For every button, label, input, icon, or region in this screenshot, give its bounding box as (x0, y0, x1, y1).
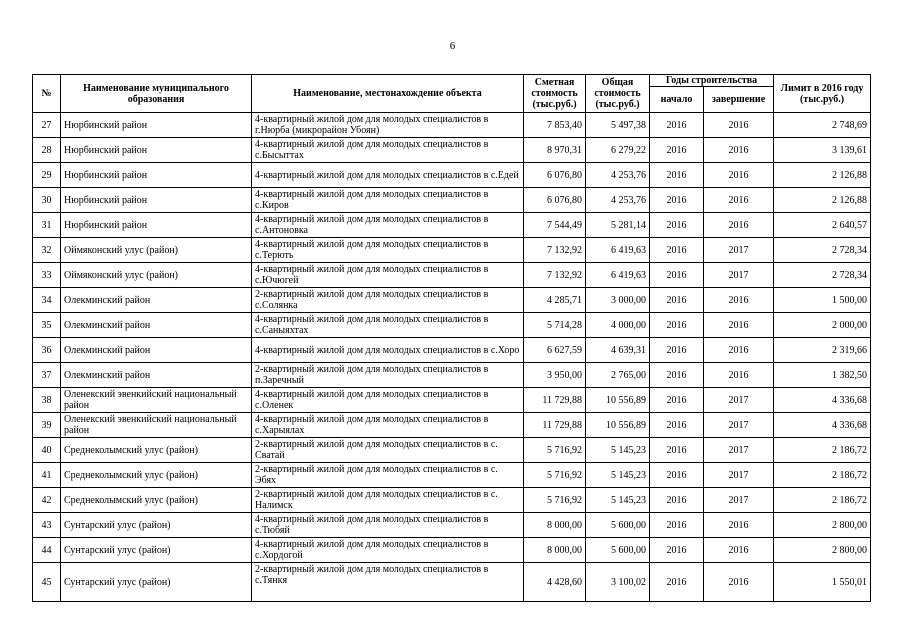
row-num: 29 (33, 163, 61, 188)
object-cell: 4-квартирный жилой дом для молодых специалистов в г.Нюрба (микрорайон Убоян) (252, 113, 524, 138)
start-year-cell: 2016 (650, 288, 704, 313)
header-limit: Лимит в 2016 году (тыс.руб.) (774, 75, 871, 113)
object-cell: 4-квартирный жилой дом для молодых специалистов в с.Ючюгей (252, 263, 524, 288)
object-cell: 4-квартирный жилой дом для молодых специалистов в с.Хоро (252, 338, 524, 363)
municipality-cell: Олекминский район (61, 338, 252, 363)
row-num: 27 (33, 113, 61, 138)
municipality-cell: Нюрбинский район (61, 113, 252, 138)
estimate-cell: 8 000,00 (524, 538, 586, 563)
start-year-cell: 2016 (650, 563, 704, 602)
end-year-cell: 2016 (704, 513, 774, 538)
start-year-cell: 2016 (650, 338, 704, 363)
total-cost-cell: 3 100,02 (586, 563, 650, 602)
municipality-cell: Нюрбинский район (61, 213, 252, 238)
total-cost-cell: 6 419,63 (586, 263, 650, 288)
start-year-cell: 2016 (650, 438, 704, 463)
limit-cell: 2 000,00 (774, 313, 871, 338)
start-year-cell: 2016 (650, 413, 704, 438)
total-cost-cell: 5 497,38 (586, 113, 650, 138)
table-row (33, 313, 871, 338)
table-row (33, 288, 871, 313)
header-total: Общая стоимость (тыс.руб.) (586, 75, 650, 113)
object-cell: 4-квартирный жилой дом для молодых специалистов в с.Едей (252, 163, 524, 188)
page-number: 6 (449, 40, 456, 52)
end-year-cell: 2017 (704, 438, 774, 463)
total-cost-cell: 5 145,23 (586, 463, 650, 488)
estimate-cell: 11 729,88 (524, 388, 586, 413)
end-year-cell: 2016 (704, 113, 774, 138)
limit-cell: 2 126,88 (774, 163, 871, 188)
table-row (33, 238, 871, 263)
start-year-cell: 2016 (650, 113, 704, 138)
object-cell: 4-квартирный жилой дом для молодых специалистов в с.Антоновка (252, 213, 524, 238)
row-num: 43 (33, 513, 61, 538)
table-row (33, 363, 871, 388)
end-year-cell: 2016 (704, 163, 774, 188)
end-year-cell: 2017 (704, 463, 774, 488)
limit-cell: 2 186,72 (774, 438, 871, 463)
start-year-cell: 2016 (650, 188, 704, 213)
end-year-cell: 2016 (704, 138, 774, 163)
estimate-cell: 7 853,40 (524, 113, 586, 138)
start-year-cell: 2016 (650, 363, 704, 388)
limit-cell: 2 728,34 (774, 238, 871, 263)
estimate-cell: 11 729,88 (524, 413, 586, 438)
end-year-cell: 2016 (704, 288, 774, 313)
object-cell: 2-квартирный жилой дом для молодых специалистов в с. Налимск (252, 488, 524, 513)
object-cell: 2-квартирный жилой дом для молодых специалистов в п.Заречный (252, 363, 524, 388)
estimate-cell: 5 716,92 (524, 488, 586, 513)
object-cell: 4-квартирный жилой дом для молодых специалистов в с.Харыялах (252, 413, 524, 438)
total-cost-cell: 5 600,00 (586, 513, 650, 538)
header-object: Наименование, местонахождение объекта (252, 75, 524, 113)
table-body (33, 113, 871, 602)
table-row (33, 488, 871, 513)
start-year-cell: 2016 (650, 213, 704, 238)
limit-cell: 1 382,50 (774, 363, 871, 388)
estimate-cell: 5 716,92 (524, 463, 586, 488)
end-year-cell: 2016 (704, 538, 774, 563)
end-year-cell: 2016 (704, 363, 774, 388)
start-year-cell: 2016 (650, 313, 704, 338)
object-cell: 4-квартирный жилой дом для молодых специалистов в с.Оленек (252, 388, 524, 413)
table-row (33, 513, 871, 538)
estimate-cell: 7 544,49 (524, 213, 586, 238)
estimate-cell: 4 428,60 (524, 563, 586, 602)
start-year-cell: 2016 (650, 263, 704, 288)
object-cell: 4-квартирный жилой дом для молодых специалистов в с.Киров (252, 188, 524, 213)
municipality-cell: Олекминский район (61, 288, 252, 313)
table-row (33, 263, 871, 288)
row-num: 44 (33, 538, 61, 563)
estimate-cell: 6 627,59 (524, 338, 586, 363)
header-end: завершение (704, 87, 774, 113)
limit-cell: 2 126,88 (774, 188, 871, 213)
object-cell: 4-квартирный жилой дом для молодых специалистов в с.Саныяхтах (252, 313, 524, 338)
row-num: 38 (33, 388, 61, 413)
limit-cell: 2 640,57 (774, 213, 871, 238)
start-year-cell: 2016 (650, 538, 704, 563)
end-year-cell: 2017 (704, 263, 774, 288)
row-num: 31 (33, 213, 61, 238)
row-num: 35 (33, 313, 61, 338)
municipality-cell: Сунтарский улус (район) (61, 563, 252, 602)
object-cell: 2-квартирный жилой дом для молодых специалистов в с. Сватай (252, 438, 524, 463)
estimate-cell: 3 950,00 (524, 363, 586, 388)
header-municipality: Наименование муниципального образования (61, 75, 252, 113)
total-cost-cell: 5 145,23 (586, 488, 650, 513)
limit-cell: 4 336,68 (774, 388, 871, 413)
total-cost-cell: 5 281,14 (586, 213, 650, 238)
start-year-cell: 2016 (650, 513, 704, 538)
table-row (33, 138, 871, 163)
municipality-cell: Оленекский эвенкийский национальный район (61, 413, 252, 438)
estimate-cell: 8 970,31 (524, 138, 586, 163)
start-year-cell: 2016 (650, 463, 704, 488)
limit-cell: 2 186,72 (774, 488, 871, 513)
table-row (33, 463, 871, 488)
limit-cell: 2 728,34 (774, 263, 871, 288)
row-num: 33 (33, 263, 61, 288)
row-num: 37 (33, 363, 61, 388)
table-row (33, 538, 871, 563)
limit-cell: 2 800,00 (774, 513, 871, 538)
limit-cell: 2 800,00 (774, 538, 871, 563)
object-cell: 2-квартирный жилой дом для молодых специалистов в с.Тянкя (252, 563, 524, 602)
end-year-cell: 2016 (704, 563, 774, 602)
table-row (33, 388, 871, 413)
total-cost-cell: 6 279,22 (586, 138, 650, 163)
total-cost-cell: 5 145,23 (586, 438, 650, 463)
municipality-cell: Сунтарский улус (район) (61, 513, 252, 538)
end-year-cell: 2016 (704, 213, 774, 238)
start-year-cell: 2016 (650, 488, 704, 513)
total-cost-cell: 10 556,89 (586, 413, 650, 438)
limit-cell: 2 319,66 (774, 338, 871, 363)
object-cell: 2-квартирный жилой дом для молодых специалистов в с. Эбях (252, 463, 524, 488)
object-cell: 4-квартирный жилой дом для молодых специалистов в с.Тюбяй (252, 513, 524, 538)
total-cost-cell: 5 600,00 (586, 538, 650, 563)
limit-cell: 4 336,68 (774, 413, 871, 438)
end-year-cell: 2017 (704, 388, 774, 413)
municipality-cell: Среднеколымский улус (район) (61, 438, 252, 463)
limit-cell: 1 550,01 (774, 563, 871, 602)
municipality-cell: Среднеколымский улус (район) (61, 488, 252, 513)
start-year-cell: 2016 (650, 238, 704, 263)
limit-cell: 1 500,00 (774, 288, 871, 313)
estimate-cell: 7 132,92 (524, 263, 586, 288)
start-year-cell: 2016 (650, 163, 704, 188)
object-cell: 4-квартирный жилой дом для молодых специалистов в с.Терють (252, 238, 524, 263)
estimate-cell: 6 076,80 (524, 163, 586, 188)
end-year-cell: 2016 (704, 313, 774, 338)
construction-objects-table (32, 74, 871, 602)
limit-cell: 3 139,61 (774, 138, 871, 163)
total-cost-cell: 4 000,00 (586, 313, 650, 338)
table-row (33, 338, 871, 363)
table-row (33, 188, 871, 213)
row-num: 28 (33, 138, 61, 163)
limit-cell: 2 748,69 (774, 113, 871, 138)
table-row (33, 163, 871, 188)
municipality-cell: Оймяконский улус (район) (61, 263, 252, 288)
end-year-cell: 2017 (704, 238, 774, 263)
table-row (33, 438, 871, 463)
municipality-cell: Сунтарский улус (район) (61, 538, 252, 563)
estimate-cell: 4 285,71 (524, 288, 586, 313)
total-cost-cell: 4 253,76 (586, 188, 650, 213)
table-row (33, 413, 871, 438)
row-num: 40 (33, 438, 61, 463)
start-year-cell: 2016 (650, 388, 704, 413)
row-num: 41 (33, 463, 61, 488)
end-year-cell: 2017 (704, 488, 774, 513)
row-num: 42 (33, 488, 61, 513)
table-row (33, 213, 871, 238)
total-cost-cell: 4 253,76 (586, 163, 650, 188)
header-estimate: Сметная стоимость (тыс.руб.) (524, 75, 586, 113)
end-year-cell: 2017 (704, 413, 774, 438)
total-cost-cell: 3 000,00 (586, 288, 650, 313)
limit-cell: 2 186,72 (774, 463, 871, 488)
header-num: № (33, 75, 61, 113)
municipality-cell: Среднеколымский улус (район) (61, 463, 252, 488)
total-cost-cell: 2 765,00 (586, 363, 650, 388)
estimate-cell: 5 716,92 (524, 438, 586, 463)
end-year-cell: 2016 (704, 338, 774, 363)
estimate-cell: 5 714,28 (524, 313, 586, 338)
estimate-cell: 7 132,92 (524, 238, 586, 263)
municipality-cell: Олекминский район (61, 363, 252, 388)
row-num: 32 (33, 238, 61, 263)
row-num: 36 (33, 338, 61, 363)
row-num: 39 (33, 413, 61, 438)
table-row (33, 563, 871, 602)
municipality-cell: Оймяконский улус (район) (61, 238, 252, 263)
municipality-cell: Нюрбинский район (61, 138, 252, 163)
row-num: 45 (33, 563, 61, 602)
total-cost-cell: 10 556,89 (586, 388, 650, 413)
municipality-cell: Олекминский район (61, 313, 252, 338)
start-year-cell: 2016 (650, 138, 704, 163)
row-num: 34 (33, 288, 61, 313)
estimate-cell: 8 000,00 (524, 513, 586, 538)
total-cost-cell: 4 639,31 (586, 338, 650, 363)
object-cell: 4-квартирный жилой дом для молодых специалистов в с.Хордогой (252, 538, 524, 563)
header-years: Годы строительства (650, 75, 774, 87)
end-year-cell: 2016 (704, 188, 774, 213)
header-start: начало (650, 87, 704, 113)
municipality-cell: Нюрбинский район (61, 188, 252, 213)
row-num: 30 (33, 188, 61, 213)
table-row (33, 113, 871, 138)
object-cell: 2-квартирный жилой дом для молодых специалистов в с.Солянка (252, 288, 524, 313)
total-cost-cell: 6 419,63 (586, 238, 650, 263)
municipality-cell: Оленекский эвенкийский национальный район (61, 388, 252, 413)
object-cell: 4-квартирный жилой дом для молодых специалистов в с.Бысыттах (252, 138, 524, 163)
municipality-cell: Нюрбинский район (61, 163, 252, 188)
estimate-cell: 6 076,80 (524, 188, 586, 213)
